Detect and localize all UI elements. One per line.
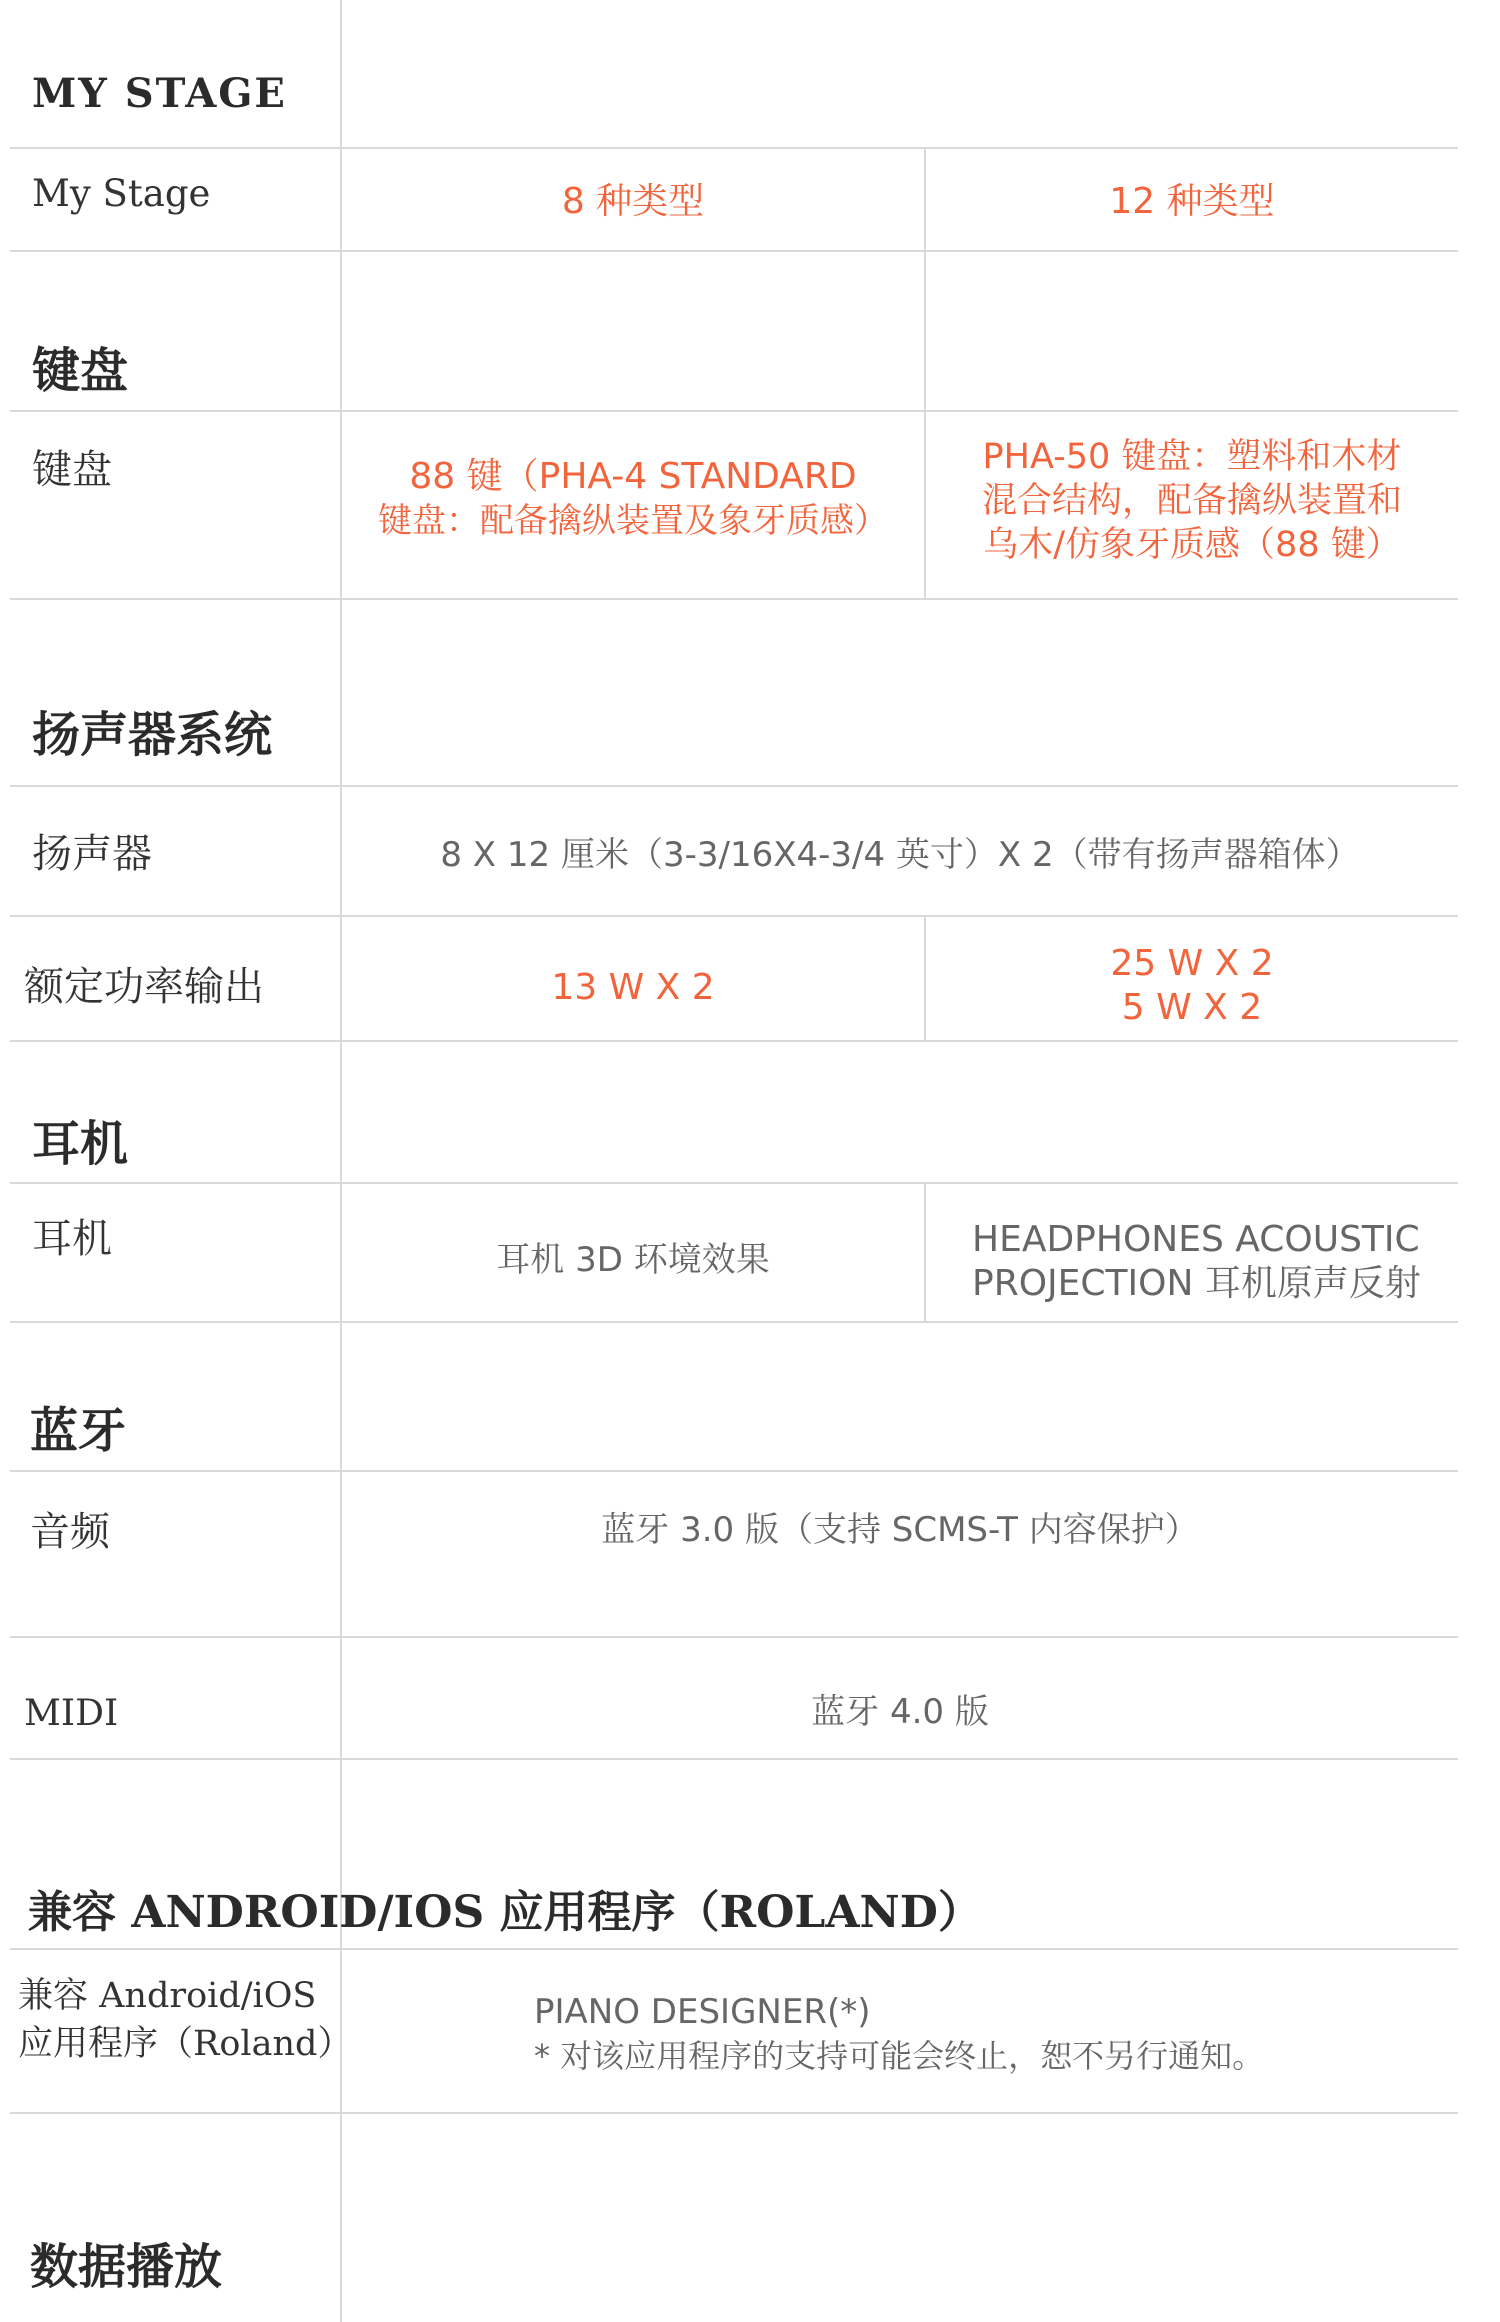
rated-power-value-col1: 13 W X 2 <box>551 967 715 1008</box>
row-divider <box>10 1040 1458 1042</box>
value-column-divider <box>924 1182 926 1321</box>
row-divider <box>10 1470 1458 1472</box>
compat-apps-label-line: 应用程序（Roland） <box>18 2024 353 2064</box>
row-label-keyboard: 键盘 <box>32 447 112 493</box>
row-divider <box>10 2112 1458 2114</box>
section-heading-my-stage: MY STAGE <box>32 70 287 117</box>
row-label-my-stage: My Stage <box>32 172 211 215</box>
rated-power-value-col2 <box>926 942 1458 1030</box>
my-stage-value-col1: 8 种类型 <box>561 181 705 222</box>
row-divider <box>10 250 1458 252</box>
compat-apps-value-line: PIANO DESIGNER(*) <box>534 1992 871 2032</box>
row-divider <box>10 598 1458 600</box>
section-heading-keyboard: 键盘 <box>32 343 129 399</box>
row-divider <box>10 1321 1458 1323</box>
my-stage-value-col2: 12 种类型 <box>1109 181 1275 222</box>
row-divider <box>10 785 1458 787</box>
row-label-audio: 音频 <box>30 1509 110 1555</box>
section-heading-speaker-system: 扬声器系统 <box>32 707 273 763</box>
keyboard-value-col1 <box>342 455 924 543</box>
row-divider <box>10 1182 1458 1184</box>
keyboard-value-col2-line: PHA-50 键盘：塑料和木材 <box>982 437 1402 477</box>
keyboard-value-col1-line: 88 键（PHA-4 STANDARD <box>409 456 857 497</box>
rated-power-value-col2-line: 5 W X 2 <box>1121 987 1263 1028</box>
keyboard-value-col1-line: 键盘：配备擒纵装置及象牙质感） <box>378 501 888 541</box>
row-label-speakers: 扬声器 <box>32 831 152 877</box>
section-heading-compat-apps: 兼容 ANDROID/IOS 应用程序（ROLAND） <box>28 1887 982 1938</box>
row-label-headphones: 耳机 <box>32 1216 112 1262</box>
headphones-value-col2-line: PROJECTION 耳机原声反射 <box>972 1263 1421 1304</box>
row-label-midi: MIDI <box>24 1693 119 1734</box>
row-label-rated-power: 额定功率输出 <box>24 964 264 1010</box>
headphones-value-col2-line: HEADPHONES ACOUSTIC <box>972 1219 1420 1260</box>
compat-apps-value-line: * 对该应用程序的支持可能会终止，恕不另行通知。 <box>534 2037 1265 2075</box>
compat-apps-value <box>534 1990 1264 2078</box>
headphones-value-col1: 耳机 3D 环境效果 <box>496 1240 770 1280</box>
keyboard-value-col2 <box>926 435 1458 567</box>
row-divider <box>10 147 1458 149</box>
row-divider <box>10 410 1458 412</box>
speakers-value: 8 X 12 厘米（3-3/16X4-3/4 英寸）X 2（带有扬声器箱体） <box>440 835 1360 875</box>
headphones-value-col2 <box>972 1218 1421 1306</box>
rated-power-value-col2-line: 25 W X 2 <box>1110 943 1274 984</box>
row-divider <box>10 1948 1458 1950</box>
keyboard-value-col2-line: 混合结构，配备擒纵装置和 <box>981 481 1402 521</box>
compat-apps-label-line: 兼容 Android/iOS <box>18 1976 317 2016</box>
row-divider <box>10 1636 1458 1638</box>
audio-value: 蓝牙 3.0 版（支持 SCMS-T 内容保护） <box>601 1510 1199 1550</box>
row-divider <box>10 1758 1458 1760</box>
keyboard-value-col2-line: 乌木/仿象牙质感（88 键） <box>983 525 1401 565</box>
midi-value: 蓝牙 4.0 版 <box>811 1692 989 1732</box>
section-heading-bluetooth: 蓝牙 <box>30 1403 127 1459</box>
row-divider <box>10 915 1458 917</box>
row-label-compat-apps <box>18 1972 352 2068</box>
section-heading-data-playback: 数据播放 <box>30 2239 223 2295</box>
section-heading-headphones: 耳机 <box>32 1116 129 1172</box>
